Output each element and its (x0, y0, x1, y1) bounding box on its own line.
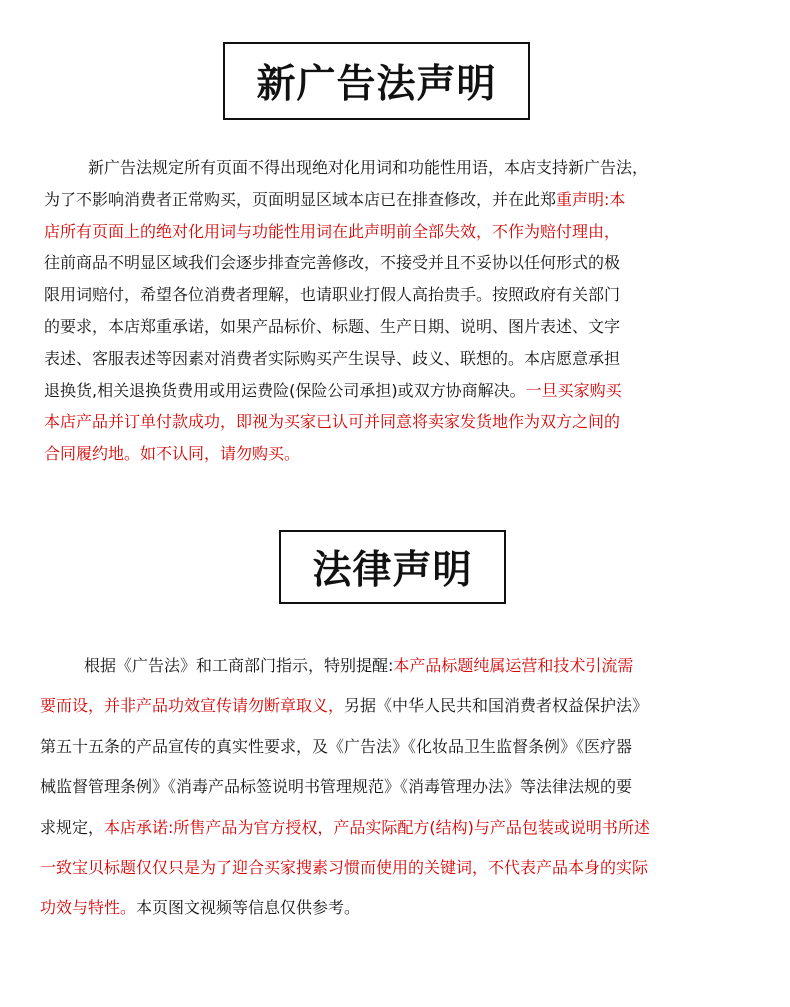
legal-paragraph (40, 646, 770, 929)
text-segment: 限用词赔付，希望各位消费者理解，也请职业打假人高抬贵手。按照政府有关部门 (44, 285, 621, 305)
text-segment: 表述、客服表述等因素对消费者实际购买产生误导、歧义、联想的。本店愿意承担 (44, 348, 621, 368)
text-line (40, 848, 770, 888)
text-line (40, 646, 770, 686)
highlight-segment: 要而设，并非产品功效宣传请勿断章取义， (40, 696, 345, 716)
text-line (40, 888, 770, 928)
highlight-segment: 店所有页面上的绝对化用词与功能性用词在此声明前全部失效，不作为赔付理由， (44, 221, 621, 241)
ad-law-paragraph (44, 152, 756, 470)
text-line (44, 438, 756, 470)
text-segment: 本页图文视频等信息仅供参考。 (136, 898, 361, 918)
highlight-segment: 合同履约地。如不认同，请勿购买。 (44, 444, 301, 464)
text-line (44, 279, 756, 311)
text-segment: 为了不影响消费者正常购买，页面明显区域本店已在排查修改，并在此郑 (44, 189, 557, 209)
text-line (40, 808, 770, 848)
text-line (44, 406, 756, 438)
text-line (44, 152, 756, 184)
highlight-segment: 本店产品并订单付款成功，即视为买家已认可并同意将卖家发货地作为双方之间的 (44, 412, 621, 432)
text-line (44, 184, 756, 216)
text-line (44, 343, 756, 375)
text-line (44, 216, 756, 248)
highlight-segment: 功效与特性。 (40, 898, 137, 918)
highlight-segment: 一旦买家购买 (525, 380, 622, 400)
text-segment: 的要求，本店郑重承诺，如果产品标价、标题、生产日期、说明、图片表述、文字 (44, 316, 621, 336)
text-segment: 第五十五条的产品宣传的真实性要求，及《广告法》《化妆品卫生监督条例》《医疗器 (40, 736, 633, 756)
text-line (44, 375, 756, 407)
highlight-segment: 本店承诺:所售产品为官方授权，产品实际配方(结构)与产品包装或说明书所述 (104, 817, 650, 837)
text-segment: 另据《中华人民共和国消费者权益保护法》 (344, 696, 649, 716)
text-segment: 退换货,相关退换货费用或用运费险(保险公司承担)或双方协商解决。 (44, 380, 526, 400)
legal-title: 法律声明 (279, 530, 506, 604)
text-segment: 新广告法规定所有页面不得出现绝对化用词和功能性用语，本店支持新广告法， (88, 158, 649, 177)
highlight-segment: 本产品标题纯属运营和技术引流需 (393, 656, 634, 675)
text-line (40, 686, 770, 726)
text-segment: 求规定， (40, 817, 105, 837)
text-line (44, 311, 756, 343)
highlight-segment: 一致宝贝标题仅仅只是为了迎合买家搜素习惯而使用的关键词，不代表产品本身的实际 (40, 858, 649, 878)
highlight-segment: 重声明:本 (556, 189, 626, 209)
text-line (40, 767, 770, 807)
ad-law-title: 新广告法声明 (223, 42, 530, 120)
text-line (44, 247, 756, 279)
text-segment: 械监督管理条例》《消毒产品标签说明书管理规范》《消毒管理办法》等法律法规的要 (40, 777, 633, 797)
text-segment: 往前商品不明显区域我们会逐步排查完善修改，不接受并且不妥协以任何形式的极 (44, 253, 621, 273)
text-segment: 根据《广告法》和工商部门指示，特别提醒: (84, 656, 394, 675)
text-line (40, 727, 770, 767)
